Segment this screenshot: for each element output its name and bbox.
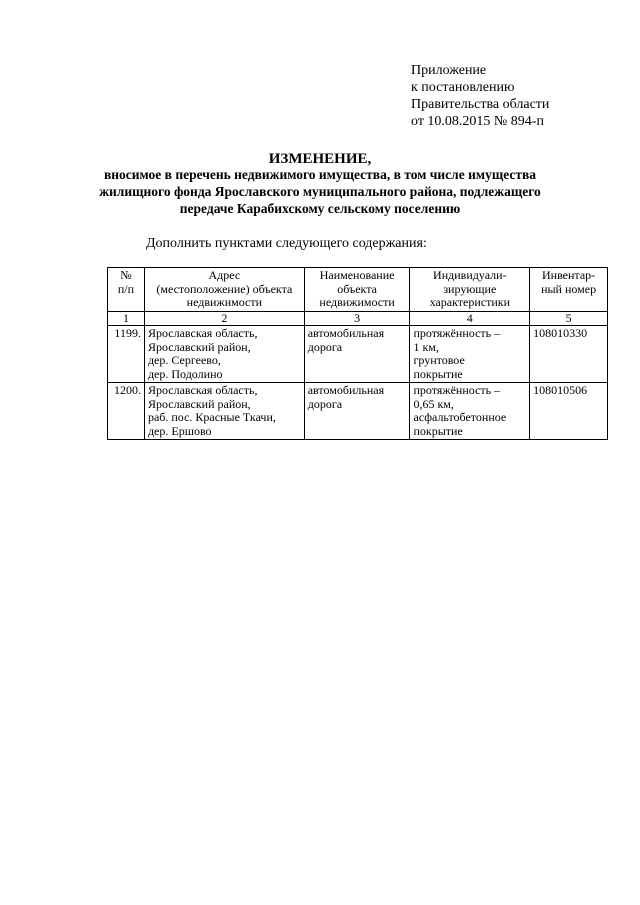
header-number: [108, 268, 145, 312]
row-object-name: [304, 326, 410, 383]
characteristics-line: грунтовое: [413, 353, 465, 367]
characteristics-line: протяжённость –: [413, 326, 501, 340]
column-number-row: [108, 311, 608, 326]
appendix-line: к постановлению: [411, 80, 515, 95]
header-text: (местоположение) объекта: [156, 281, 293, 296]
header-address: [144, 268, 304, 312]
address-line: Ярославский район,: [147, 396, 251, 411]
name-line: дорога: [307, 339, 343, 354]
characteristics-line: протяжённость –: [413, 383, 501, 397]
address-line: Ярославский район,: [147, 339, 251, 354]
characteristics-line: покрытие: [413, 366, 463, 381]
appendix-line: Приложение: [411, 63, 487, 78]
intro-text: Дополнить пунктами следующего содержания:: [146, 236, 427, 251]
column-number: 5: [530, 311, 608, 326]
header-text: недвижимости: [186, 295, 263, 309]
row-characteristics: [410, 326, 530, 383]
address-line: раб. пос. Красные Ткачи,: [147, 410, 276, 424]
appendix-line: от 10.08.2015 № 894-п: [411, 114, 544, 129]
header-text: Индивидуали-: [433, 268, 507, 282]
header-text: Наименование: [319, 268, 395, 282]
characteristics-line: асфальтобетонное: [413, 410, 507, 424]
row-object-name: [304, 383, 410, 440]
header-text: объекта: [337, 281, 377, 296]
column-number: 4: [410, 311, 530, 326]
address-line: Ярославская область,: [147, 326, 258, 340]
row-characteristics: [410, 383, 530, 440]
row-number: 1199.: [108, 326, 145, 383]
row-address: [144, 383, 304, 440]
address-line: дер. Ершово: [147, 423, 212, 438]
name-line: автомобильная: [307, 383, 385, 397]
column-number: 3: [304, 311, 410, 326]
address-line: Ярославская область,: [147, 383, 258, 397]
header-inventory: [530, 268, 608, 312]
table-header-row: [108, 268, 608, 312]
subtitle-line: передаче Карабихскому сельскому поселению: [179, 201, 461, 216]
header-text: зирующие: [443, 281, 497, 296]
table-row: [108, 326, 608, 383]
header-characteristics: [410, 268, 530, 312]
header-text: п/п: [117, 281, 135, 296]
appendix-line: Правительства области: [411, 97, 550, 112]
row-address: [144, 326, 304, 383]
property-table: [107, 267, 608, 440]
table-row: [108, 383, 608, 440]
appendix-block: [411, 62, 549, 130]
row-inventory-number: 108010506: [530, 383, 608, 440]
address-line: дер. Сергеево,: [147, 353, 221, 367]
characteristics-line: 0,65 км,: [413, 396, 454, 411]
name-line: дорога: [307, 396, 343, 411]
header-text: №: [120, 268, 132, 282]
row-inventory-number: 108010330: [530, 326, 608, 383]
header-text: характеристики: [429, 295, 510, 309]
subtitle-line: жилищного фонда Ярославского муниципального района, подлежащего: [99, 184, 541, 199]
characteristics-line: покрытие: [413, 423, 463, 438]
name-line: автомобильная: [307, 326, 385, 340]
column-number: 1: [108, 311, 145, 326]
column-number: 2: [144, 311, 304, 326]
header-text: Адрес: [208, 268, 241, 282]
header-text: ный номер: [541, 281, 597, 296]
subtitle-line: вносимое в перечень недвижимого имущества, в том числе имущества: [103, 167, 537, 182]
header-name: [304, 268, 410, 312]
header-text: недвижимости: [319, 295, 395, 309]
header-text: Инвентар-: [542, 268, 596, 282]
row-number: 1200.: [108, 383, 145, 440]
characteristics-line: 1 км,: [413, 339, 439, 354]
document-title: ИЗМЕНЕНИЕ,: [268, 151, 372, 167]
document-subtitle: [0, 166, 640, 217]
address-line: дер. Подолино: [147, 366, 223, 381]
